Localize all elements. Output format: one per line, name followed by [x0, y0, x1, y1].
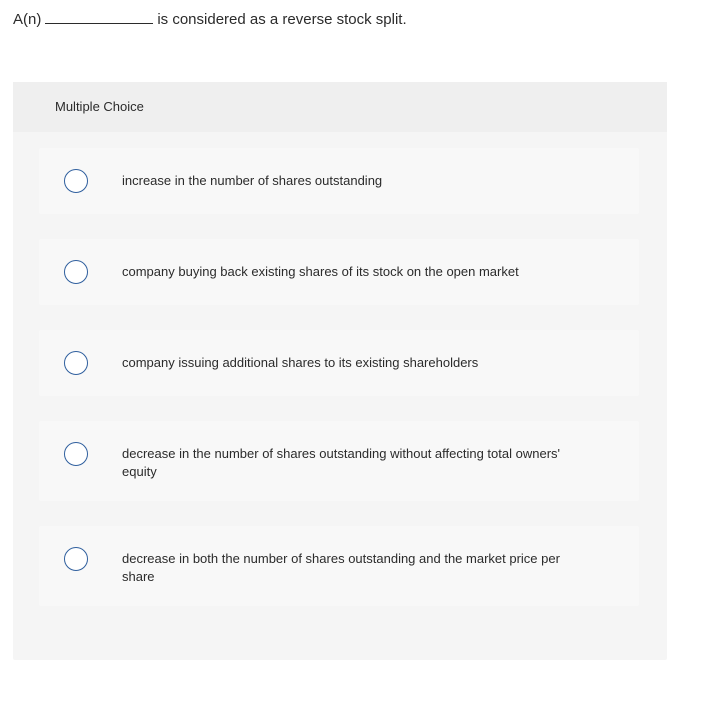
choice-option-4[interactable]: [39, 421, 639, 501]
choice-label-3: company issuing additional shares to its existing shareholders: [122, 355, 479, 370]
choice-label-4: decrease in the number of shares outstanding without affecting total owners' equity: [122, 446, 561, 479]
multiple-choice-panel: [13, 82, 667, 660]
question-text: [13, 10, 407, 30]
choice-option-1[interactable]: [39, 148, 639, 214]
radio-button-5[interactable]: [64, 547, 88, 571]
question-suffix: is considered as a reverse stock split.: [157, 11, 407, 28]
choice-label-2: company buying back existing shares of its stock on the open market: [122, 264, 519, 279]
radio-button-2[interactable]: [64, 260, 88, 284]
answer-blank: [45, 10, 153, 24]
radio-button-4[interactable]: [64, 442, 88, 466]
choice-label-5: decrease in both the number of shares outstanding and the market price per share: [122, 551, 560, 584]
choice-option-3[interactable]: [39, 330, 639, 396]
choice-option-5[interactable]: [39, 526, 639, 606]
radio-button-1[interactable]: [64, 169, 88, 193]
question-prefix: A(n): [13, 11, 42, 28]
multiple-choice-label: Multiple Choice: [55, 99, 144, 114]
choice-label-1: increase in the number of shares outstanding: [122, 173, 383, 188]
multiple-choice-header: [13, 82, 667, 132]
radio-button-3[interactable]: [64, 351, 88, 375]
choice-option-2[interactable]: [39, 239, 639, 305]
